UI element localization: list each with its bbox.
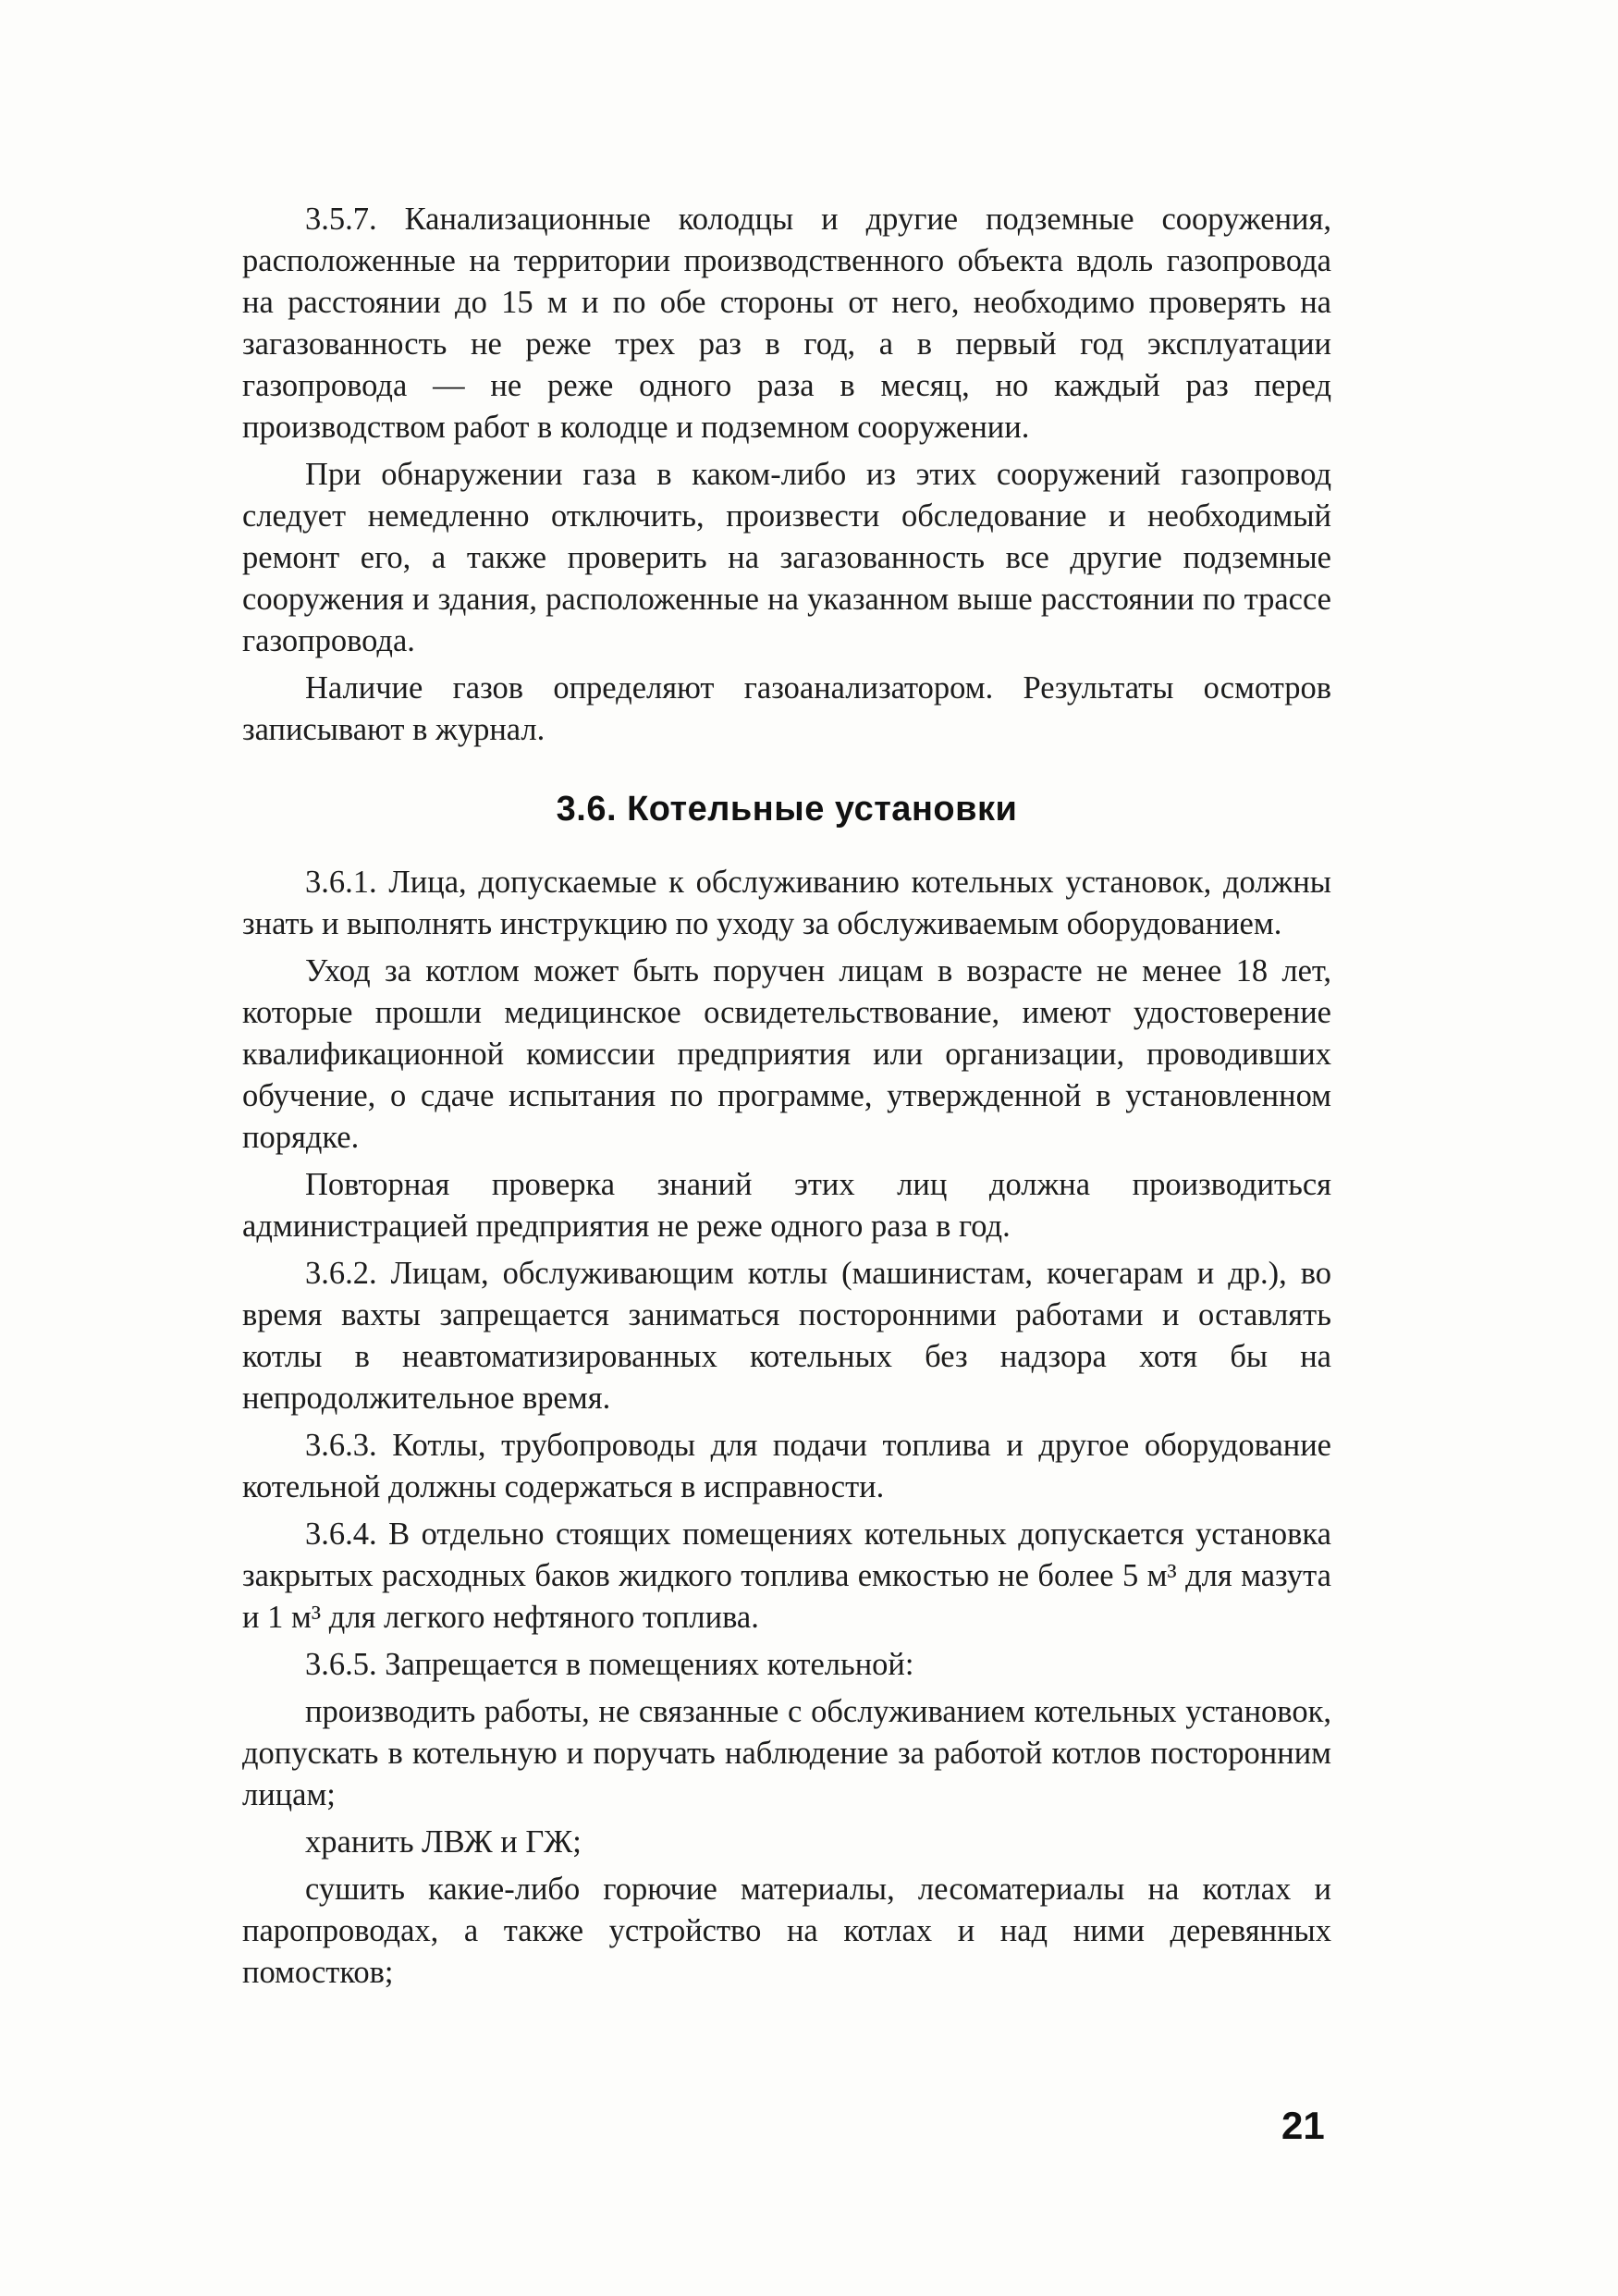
paragraph-3-6-3: 3.6.3. Котлы, трубопроводы для подачи топлива и другое оборудование котельной должны содержаться в исправности.	[242, 1428, 1331, 1504]
paragraph-3-5-7: 3.5.7. Канализационные колодцы и другие подземные сооружения, расположенные на территории производственного объекта вдоль газопровода на расстоянии до 15 м и по обе стороны от него, необходимо проверять на загазованность не реже трех раз в год, а в первый год эксплуатации газопровода — не реже одного раза в месяц, но каждый раз перед производством работ в колодце и подземном сооружении.	[242, 202, 1331, 445]
page-body	[242, 199, 1331, 1994]
section-heading: 3.6. Котельные установки	[556, 790, 1018, 829]
paragraph-gas-detection: При обнаружении газа в каком-либо из этих сооружений газопровод следует немедленно отключить, произвести обследование и необходимый ремонт его, а также проверить на загазованность все другие подземные сооружения и здания, расположенные на указанном выше расстоянии по трассе газопровода.	[242, 457, 1331, 658]
paragraph-3-6-5: 3.6.5. Запрещается в помещениях котельной:	[305, 1647, 914, 1682]
paragraph-boiler-care: Уход за котлом может быть поручен лицам в возрасте не менее 18 лет, которые прошли медицинское освидетельствование, имеют удостоверение квалификационной комиссии предприятия или организации, проводивших обучение, о сдаче испытания по программе, утвержденной в установленном порядке.	[242, 953, 1331, 1155]
paragraph-3-6-2: 3.6.2. Лицам, обслуживающим котлы (машинистам, кочегарам и др.), во время вахты запрещается заниматься посторонними работами и оставлять котлы в неавтоматизированных котельных без надзора хотя бы на непродолжительное время.	[242, 1256, 1331, 1416]
paragraph-gas-analyzer: Наличие газов определяют газоанализатором. Результаты осмотров записывают в журнал.	[242, 670, 1331, 747]
page-number: 21	[1281, 2104, 1325, 2147]
list-item-store-liquids: хранить ЛВЖ и ГЖ;	[305, 1824, 582, 1860]
list-item-drying-materials: сушить какие-либо горючие материалы, лесоматериалы на котлах и паропроводах, а также устройство на котлах и над ними деревянных помостков;	[242, 1872, 1331, 1990]
paragraph-recheck: Повторная проверка знаний этих лиц должна производиться администрацией предприятия не реже одного раза в год.	[242, 1167, 1331, 1244]
paragraph-3-6-4: 3.6.4. В отдельно стоящих помещениях котельных допускается установка закрытых расходных баков жидкого топлива емкостью не более 5 м³ для мазута и 1 м³ для легкого нефтяного топлива.	[242, 1516, 1331, 1635]
paragraph-3-6-1: 3.6.1. Лица, допускаемые к обслуживанию котельных установок, должны знать и выполнять инструкцию по уходу за обслуживаемым оборудованием.	[242, 865, 1331, 941]
list-item-unrelated-work: производить работы, не связанные с обслуживанием котельных установок, допускать в котельную и поручать наблюдение за работой котлов посторонним лицам;	[242, 1694, 1331, 1812]
